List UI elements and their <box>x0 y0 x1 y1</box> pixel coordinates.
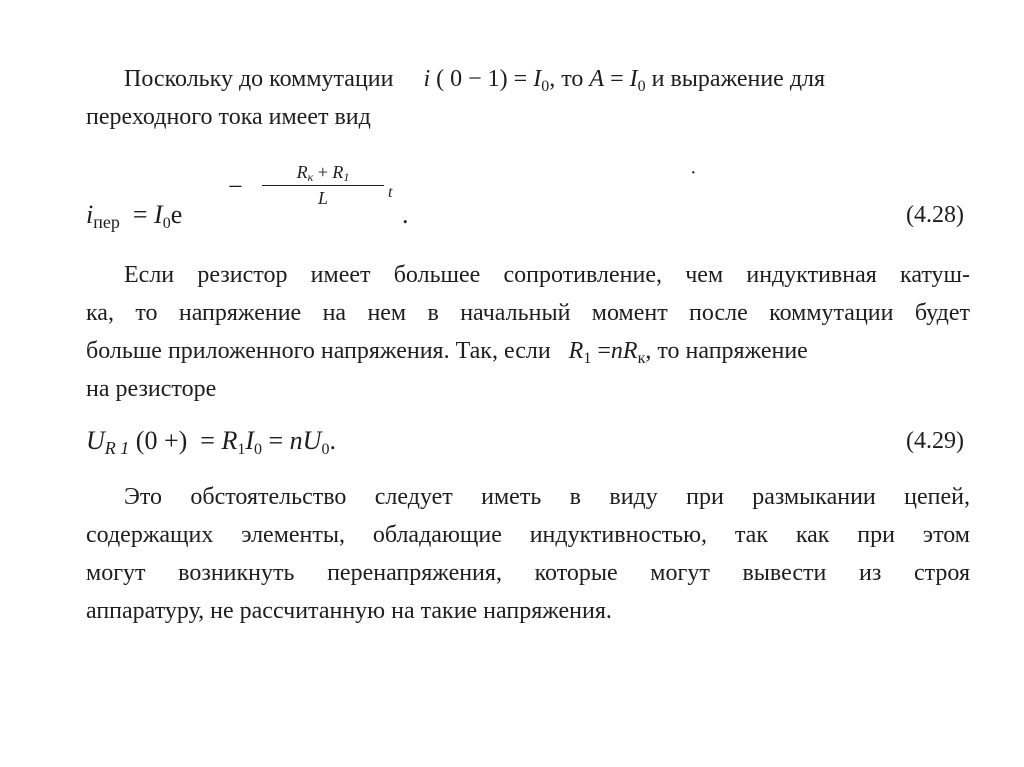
math-subscript: к <box>637 350 646 367</box>
math-subscript: 0 <box>637 78 646 95</box>
math-symbol: I <box>245 426 254 455</box>
math-symbol: I <box>533 66 542 92</box>
fraction-numerator <box>262 162 384 183</box>
math-symbol: R <box>568 338 584 364</box>
math-symbol: U <box>86 426 105 455</box>
math-subscript: к <box>307 170 314 184</box>
math-symbol: = <box>597 338 611 364</box>
math-symbol: R <box>296 162 308 182</box>
equation-end-dot: . <box>402 200 409 229</box>
paragraph-1-line-1 <box>124 64 970 94</box>
math-symbol: (0 +) <box>135 426 188 455</box>
equation-number: (4.29) <box>906 428 964 454</box>
math-symbol: . <box>329 426 336 455</box>
text-segment: , то напряжение <box>645 338 808 364</box>
math-symbol: e <box>170 200 183 229</box>
math-subscript: 0 <box>254 441 262 458</box>
equation-main <box>86 426 336 456</box>
math-symbol: i <box>86 200 94 229</box>
text-segment: , то <box>549 66 584 92</box>
math-symbol: + <box>317 162 328 182</box>
math-symbol: nU <box>289 426 322 455</box>
math-subscript: 0 <box>541 78 550 95</box>
exponent-t: t <box>388 184 393 201</box>
math-subscript: 1 <box>583 350 592 367</box>
paragraph-3-line-3: могут возникнуть перенапряжения, которые могут вывести из строя <box>86 560 970 586</box>
paragraph-2-line-4: на резисторе <box>86 376 217 402</box>
paragraph-3-line-1: Это обстоятельство следует иметь в виду при размыкании цепей, <box>124 484 970 510</box>
math-subscript: пер <box>93 212 120 232</box>
paragraph-2-line-1: Если резистор имеет большее сопротивление, чем индуктивная катуш- <box>124 262 970 288</box>
math-symbol: I <box>154 200 163 229</box>
text-segment: Поскольку до коммутации <box>124 66 394 92</box>
paragraph-2-line-2: ка, то напряжение на нем в начальный момент после коммутации будет <box>86 300 970 326</box>
math-symbol: ( 0 − 1) = <box>436 66 528 92</box>
math-subscript: 0 <box>321 441 330 458</box>
math-subscript: 0 <box>162 215 171 232</box>
math-symbol: i <box>423 66 431 92</box>
math-symbol: = <box>610 66 624 92</box>
math-subscript: R 1 <box>104 438 130 458</box>
math-symbol: R <box>332 162 344 182</box>
paragraph-2-line-3 <box>86 336 970 366</box>
text-segment: больше приложенного напряжения. Так, если <box>86 338 551 364</box>
math-symbol: = <box>132 200 148 229</box>
math-symbol: A <box>589 66 605 92</box>
math-subscript: 1 <box>237 441 246 458</box>
paragraph-3-line-4: аппаратуру, не рассчитанную на такие напряжения. <box>86 598 612 624</box>
paragraph-3-line-2: содержащих элементы, обладающие индуктивностью, так как при этом <box>86 522 970 548</box>
math-symbol: I <box>629 66 638 92</box>
equation-number: (4.28) <box>906 202 964 228</box>
fraction-bar <box>262 185 384 186</box>
math-subscript: 1 <box>343 170 350 184</box>
fraction-denominator: L <box>317 188 328 208</box>
equation-main <box>86 200 182 230</box>
exponent-fraction <box>262 162 384 209</box>
math-symbol: = <box>268 426 284 455</box>
exponent-minus: − <box>228 172 243 201</box>
math-symbol: = <box>200 426 215 455</box>
math-symbol: R <box>221 426 238 455</box>
paragraph-1-line-2: переходного тока имеет вид <box>86 104 371 130</box>
math-symbol: nR <box>610 338 638 364</box>
scan-speck: · <box>690 162 697 184</box>
text-segment: и выражение для <box>651 66 826 92</box>
